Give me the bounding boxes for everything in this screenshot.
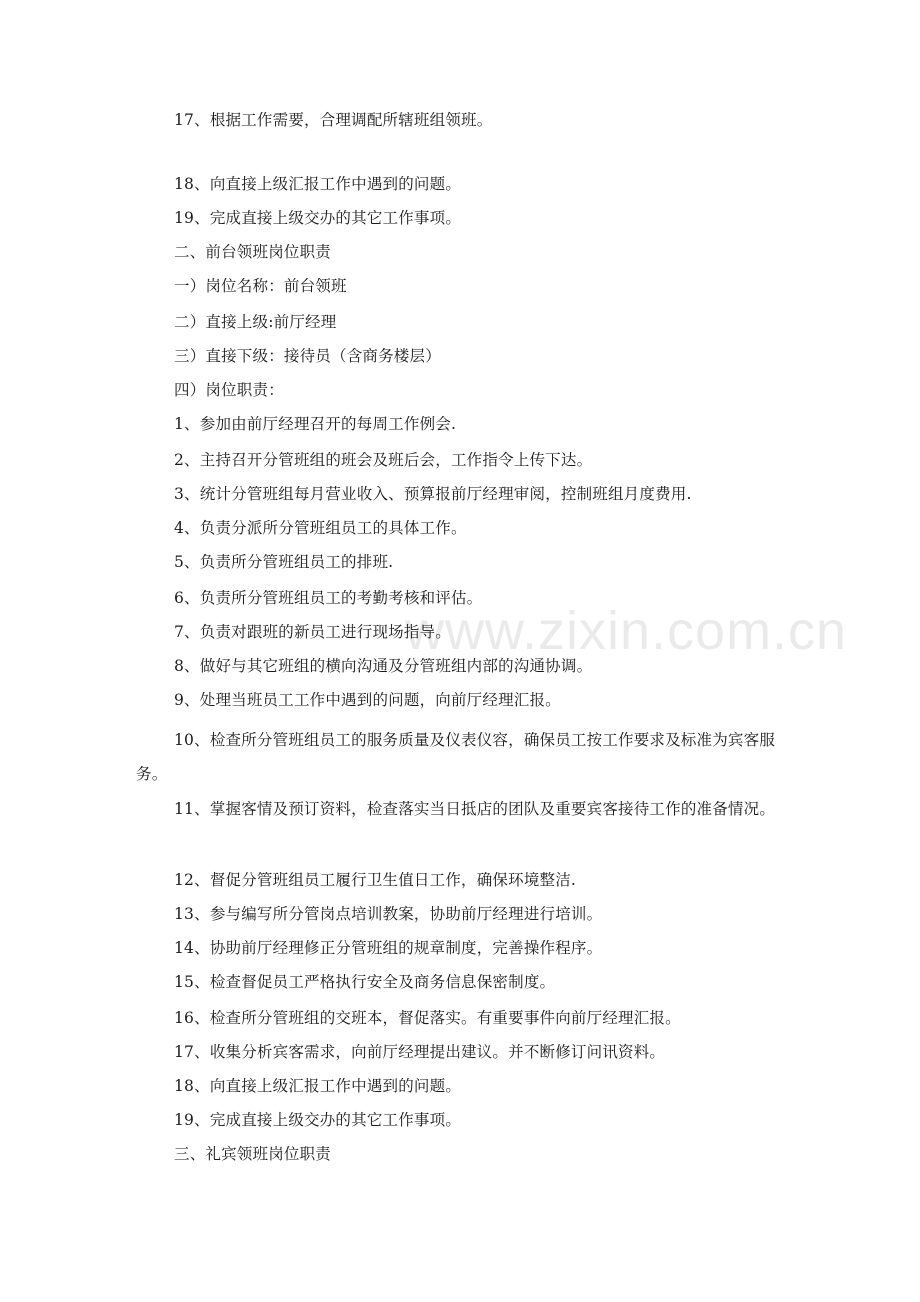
text-line: 7、负责对跟班的新员工进行现场指导。 [174, 623, 451, 641]
text-line: 1、参加由前厅经理召开的每周工作例会. [174, 415, 457, 433]
text-line: 16、检查所分管班组的交班本，督促落实。有重要事件向前厅经理汇报。 [174, 1009, 681, 1027]
text-line: 3、统计分管班组每月营业收入、预算报前厅经理审阅，控制班组月度费用. [174, 485, 692, 503]
text-line: 17、根据工作需要，合理调配所辖班组领班。 [174, 111, 493, 129]
text-line: 19、完成直接上级交办的其它工作事项。 [174, 209, 462, 227]
watermark: www.zixin.com.cn [405, 601, 848, 661]
section-heading: 二、前台领班岗位职责 [174, 243, 332, 261]
text-paragraph: 11、掌握客情及预订资料，检查落实当日抵店的团队及重要宾客接待工作的准备情况。 [174, 800, 776, 818]
text-line: 四）岗位职责： [174, 381, 284, 399]
text-line: 三）直接下级：接待员（含商务楼层） [174, 347, 441, 365]
text-line: 19、完成直接上级交办的其它工作事项。 [174, 1111, 462, 1129]
text-line: 6、负责所分管班组员工的考勤考核和评估。 [174, 589, 483, 607]
text-line: 5、负责所分管班组员工的排班. [174, 553, 394, 571]
text-line: 17、收集分析宾客需求，向前厅经理提出建议。并不断修订问讯资料。 [174, 1043, 666, 1061]
text-line: 14、协助前厅经理修正分管班组的规章制度，完善操作程序。 [174, 939, 603, 957]
text-line: 4、负责分派所分管班组员工的具体工作。 [174, 519, 467, 537]
text-paragraph: 10、检查所分管班组员工的服务质量及仪表仪容，确保员工按工作要求及标准为宾客服务。 [136, 731, 776, 783]
text-line: 12、督促分管班组员工履行卫生值日工作，确保环境整洁. [174, 871, 577, 889]
section-heading: 三、礼宾领班岗位职责 [174, 1145, 332, 1163]
text-line: 8、做好与其它班组的横向沟通及分管班组内部的沟通协调。 [174, 657, 593, 675]
text-line: 18、向直接上级汇报工作中遇到的问题。 [174, 175, 462, 193]
text-line: 18、向直接上级汇报工作中遇到的问题。 [174, 1077, 462, 1095]
text-line: 一）岗位名称：前台领班 [174, 277, 347, 295]
text-line: 13、参与编写所分管岗点培训教案，协助前厅经理进行培训。 [174, 905, 603, 923]
text-line: 15、检查督促员工严格执行安全及商务信息保密制度。 [174, 973, 556, 991]
text-line: 二）直接上级:前厅经理 [174, 313, 337, 331]
text-line: 2、主持召开分管班组的班会及班后会，工作指令上传下达。 [174, 451, 593, 469]
text-line: 9、处理当班员工工作中遇到的问题，向前厅经理汇报。 [174, 691, 561, 709]
